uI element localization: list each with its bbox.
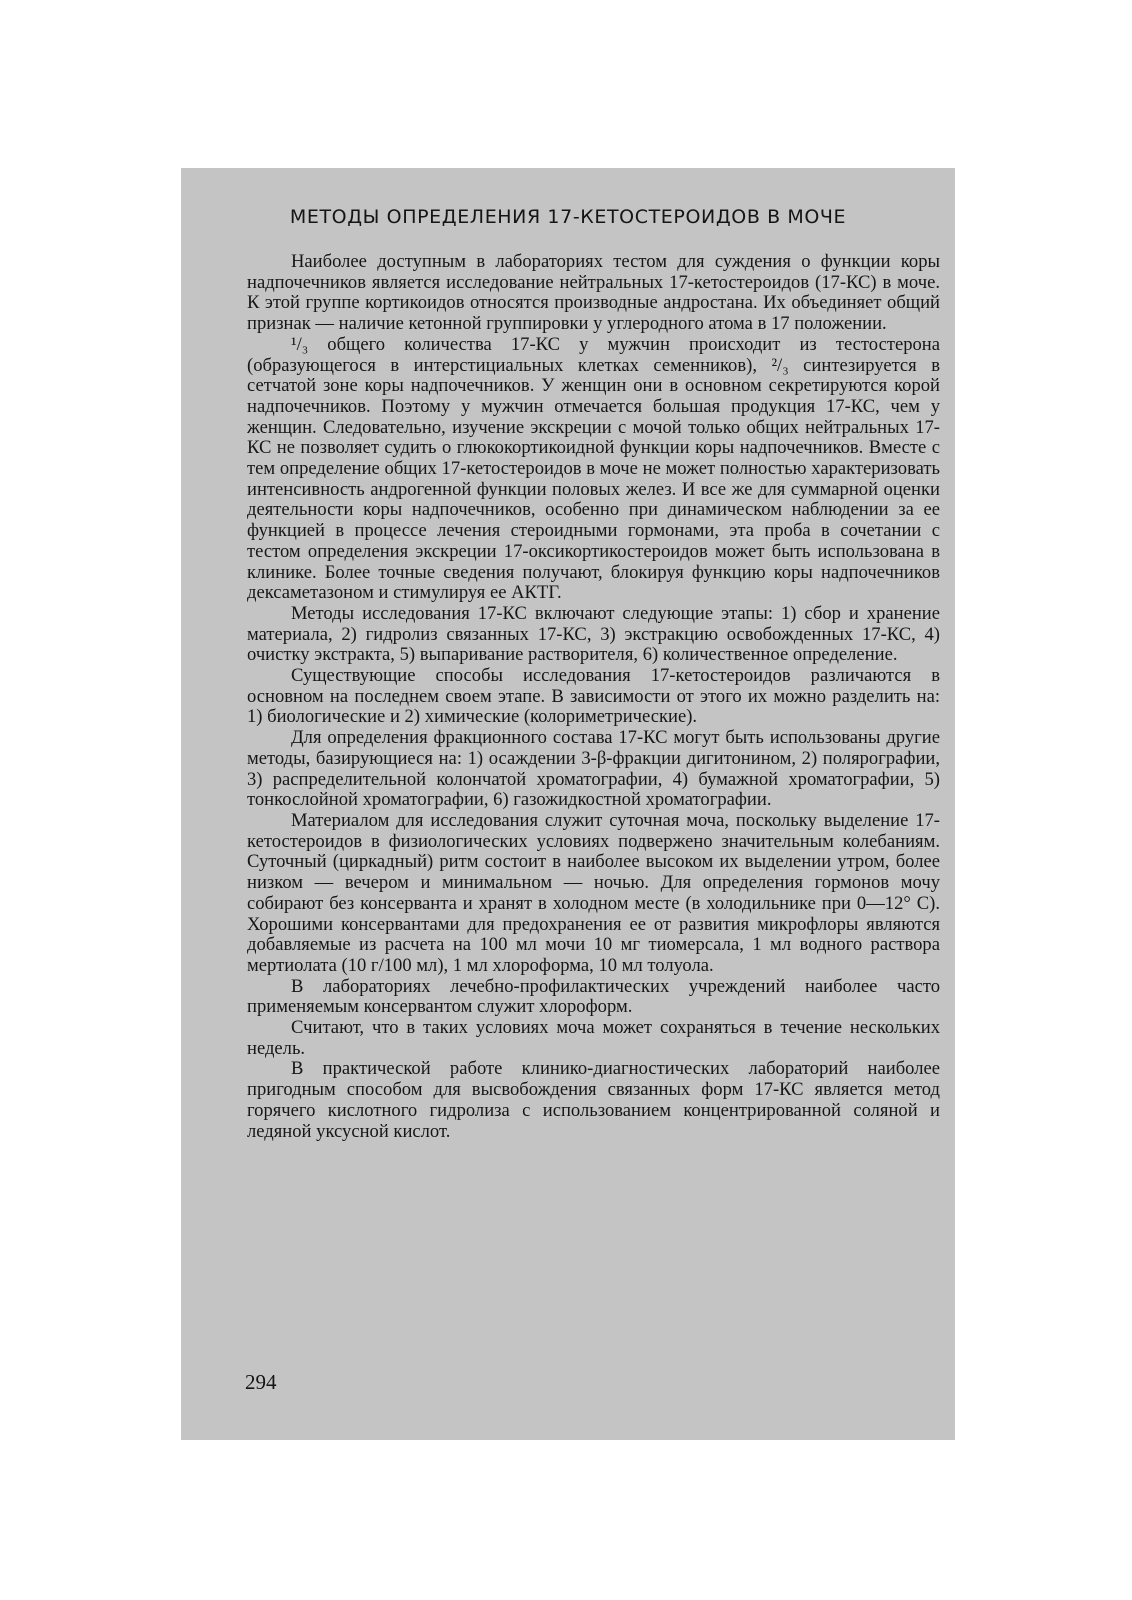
page-title: МЕТОДЫ ОПРЕДЕЛЕНИЯ 17-КЕТОСТЕРОИДОВ В МОЧЕ [289,206,847,228]
body-text [247,252,940,1142]
paragraph-2: ¹/₃ общего количества 17-КС у мужчин происходит из тестостерона (образующегося в интерстициальных клетках семенников), ²/₃ синтезируется в сетчатой зоне коры надпочечников. У женщин они в основном секретируются корой надпочечников. Поэтому у мужчин отмечается большая продукция 17-КС, чем у женщин. Следовательно, изучение экскреции с мочой только общих нейтральных 17-КС не позволяет судить о глюкокортикоидной функции коры надпочечников. Вместе с тем определение общих 17-кетостероидов в моче не может полностью характеризовать интенсивность андрогенной функции половых желез. И все же для суммарной оценки деятельности коры надпочечников, особенно при динамическом наблюдении за ее функцией в процессе лечения стероидными гормонами, эта проба в сочетании с тестом определения экскреции 17-оксикортикостероидов может быть использована в клинике. Более точные сведения получают, блокируя функцию коры надпочечников дексаметазоном и стимулируя ее АКТГ. [247,333,940,604]
paragraph-9: В практической работе клинико-диагностических лабораторий наиболее пригодным способом для высвобождения связанных форм 17-КС является метод горячего кислотного гидролиза с использованием концентрированной соляной и ледяной уксусной кислот. [247,1058,940,1142]
paragraph-6: Материалом для исследования служит суточная моча, поскольку выделение 17-кетостероидов в физиологических условиях подвержено значительным колебаниям. Суточный (циркадный) ритм состоит в наиболее высоком их выделении утром, более низком — вечером и минимальном — ночью. Для определения гормонов мочу собирают без консерванта и хранят в холодном месте (в холодильнике при 0—12° С). Хорошими консервантами для предохранения ее от развития микрофлоры являются добавляемые из расчета на 100 мл мочи 10 мг тиомерсала, 1 мл водного раствора мертиолата (10 г/100 мл), 1 мл хлороформа, 10 мл толуола. [247,809,940,976]
paragraph-4: Существующие способы исследования 17-кетостероидов различаются в основном на последнем своем этапе. В зависимости от этого их можно разделить на: 1) биологические и 2) химические (колориметрические). [247,665,940,728]
paragraph-3: Методы исследования 17-КС включают следующие этапы: 1) сбор и хранение материала, 2) гидролиз связанных 17-КС, 3) экстракцию освобожденных 17-КС, 4) очистку экстракта, 5) выпаривание растворителя, 6) количественное определение. [247,602,940,666]
page-number: 294 [245,1370,277,1394]
paragraph-7: В лабораториях лечебно-профилактических учреждений наиболее часто применяемым консервантом служит хлороформ. [247,975,940,1018]
paragraph-1: Наиболее доступным в лабораториях тестом для суждения о функции коры надпочечников является исследование нейтральных 17-кетостероидов (17-КС) в моче. К этой группе кортикоидов относятся производные андростана. Их объединяет общий признак — наличие кетонной группировки у углеродного атома в 17 положении. [247,251,940,335]
book-page [181,168,955,1440]
paragraph-8: Считают, что в таких условиях моча может сохраняться в течение нескольких недель. [247,1017,940,1059]
paragraph-5: Для определения фракционного состава 17-КС могут быть использованы другие методы, базирующиеся на: 1) осаждении 3-β-фракции дигитонином, 2) полярографии, 3) распределительной колончатой хроматографии, 4) бумажной хроматографии, 5) тонкослойной хроматографии, 6) газожидкостной хроматографии. [247,727,940,811]
